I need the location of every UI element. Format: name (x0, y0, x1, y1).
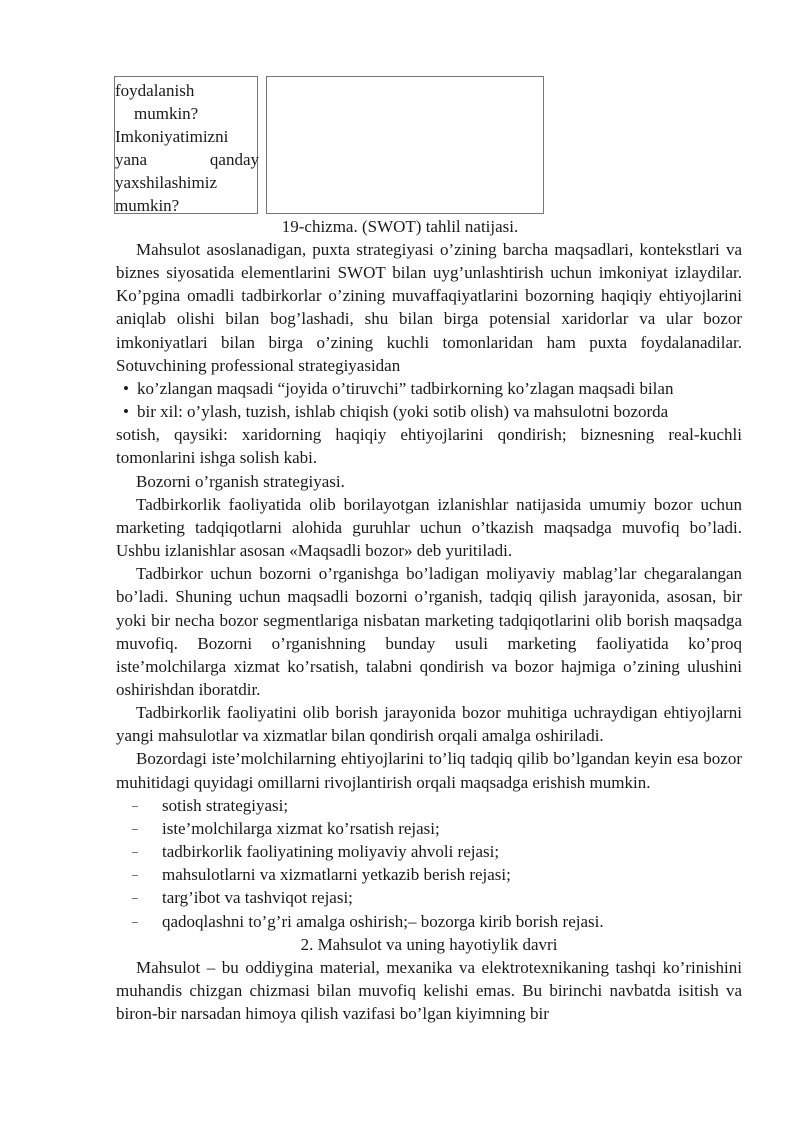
paragraph: Tadbirkorlik faoliyatida olib borilayotgan izlanishlar natijasida umumiy bozor uchun marketing tadqiqotlarni alohida guruhlar uchun o’tkazish maqsadga muvofiq bo’ladi. Ushbu izlanishlar asosan «Maqsadli bozor» deb yuritiladi. (116, 494, 742, 561)
list-item-text: qadoqlashni to’g’ri amalga oshirish;– bozorga kirib borish rejasi. (162, 911, 604, 931)
table-line: yaxshilashimiz (115, 173, 217, 192)
swot-table-right-cell (266, 76, 544, 214)
paragraph: Tadbirkor uchun bozorni o’rganishga bo’ladigan moliyaviy mablag’lar chegaralangan bo’ladi. Shuning uchun maqsadli bozorni o’rganish, tadqiq qilish jarayonida, asosan, bir yoki bir necha bozor segmentlariga nisbatan marketing tadqiqotlarini olib borish maqsadga muvofiq. Bozorni o’rganishning bunday usuli marketing faoliyatida ko’proq iste’molchilarga xizmat ko’rsatish, talabni qondirish va bozor hajmiga o’zining ulushini oshirishdan iboratdir. (116, 564, 742, 699)
table-line (115, 148, 259, 171)
swot-table-left-cell (114, 76, 258, 214)
list-item-text: tadbirkorlik faoliyatining moliyaviy ahvoli rejasi; (162, 842, 500, 862)
dash-icon: – (132, 820, 138, 835)
bullet-text: ko’zlangan maqsadi “joyida o’tiruvchi” tadbirkorning ko’zlagan maqsadi bilan (137, 378, 674, 398)
table-line: foydalanish (115, 81, 195, 100)
table-line: mumkin? (115, 196, 180, 215)
section-heading: 2. Mahsulot va uning hayotiylik davri (300, 934, 558, 954)
bullet-icon: • (123, 378, 129, 398)
dash-icon: – (132, 797, 138, 812)
dash-icon: – (132, 867, 138, 882)
paragraph: sotish, qaysiki: xaridorning haqiqiy ehtiyojlarini qondirish; biznesning real-kuchli tomonlarini ishga solish kabi. (116, 425, 742, 468)
list-item (116, 794, 742, 817)
list-item-text: targ’ibot va tashviqot rejasi; (162, 888, 353, 908)
paragraph: Bozordagi iste’molchilarning ehtiyojlarini to’liq tadqiq qilib bo’lgandan keyin esa bozor muhitidagi quyidagi omillarni rivojlantirish orqali maqsadga erishish mumkin. (116, 749, 742, 792)
dash-icon: – (132, 913, 138, 928)
bullet-text: bir xil: o’ylash, tuzish, ishlab chiqish (yoki sotib olish) va mahsulotni bozorda (137, 402, 669, 422)
table-word: qanday (209, 150, 259, 169)
list-item-text: sotish strategiyasi; (162, 795, 289, 815)
body-text (116, 238, 742, 1025)
list-item (116, 840, 742, 863)
figure-caption: 19-chizma. (SWOT) tahlil natijasi. (281, 217, 519, 236)
section-subtitle: Bozorni o’rganish strategiyasi. (136, 471, 345, 491)
list-item (116, 910, 742, 933)
bullet-item (116, 400, 742, 423)
list-item (116, 863, 742, 886)
dash-icon: – (132, 844, 138, 859)
list-item (116, 886, 742, 909)
table-line: mumkin? (134, 104, 199, 123)
table-line: Imkoniyatimizni (115, 127, 229, 146)
dash-icon: – (132, 890, 138, 905)
list-item-text: iste’molchilarga xizmat ko’rsatish rejasi; (162, 818, 440, 838)
bullet-item (116, 377, 742, 400)
paragraph: Mahsulot – bu oddiygina material, mexanika va elektrotexnikaning tashqi ko’rinishini muhandis chizgan chizmasi bilan muvofiq kelishi emas. Bu birinchi navbatda isitish va biron-bir narsadan himoya qilish vazifasi bo’lgan kiyimning bir (116, 957, 742, 1024)
bullet-icon: • (123, 402, 129, 422)
list-item-text: mahsulotlarni va xizmatlarni yetkazib berish rejasi; (162, 865, 511, 885)
paragraph: Mahsulot asoslanadigan, puxta strategiyasi o’zining barcha maqsadlari, kontekstlari va biznes siyosatida elementlarini SWOT bilan uyg’unlashtirish uchun imkoniyat izlaydilar. Ko’pgina omadli tadbirkorlar o’zining muvaffaqiyatlarini bozorning haqiqiy ehtiyojlarini aniqlab olishi bilan bog’lashadi, shu bilan birga potensial xaridorlar va ular bozor imkoniyatlari bilan birga o’zining kuchli tomonlaridan ham puxta foydalanadilar. Sotuvchining professional strategiyasidan (116, 240, 742, 375)
list-item (116, 817, 742, 840)
table-word: yana (115, 150, 148, 169)
paragraph: Tadbirkorlik faoliyatini olib borish jarayonida bozor muhitiga uchraydigan ehtiyojlarni yangi mahsulotlar va xizmatlar bilan qondirish orqali amalga oshiriladi. (116, 703, 742, 746)
